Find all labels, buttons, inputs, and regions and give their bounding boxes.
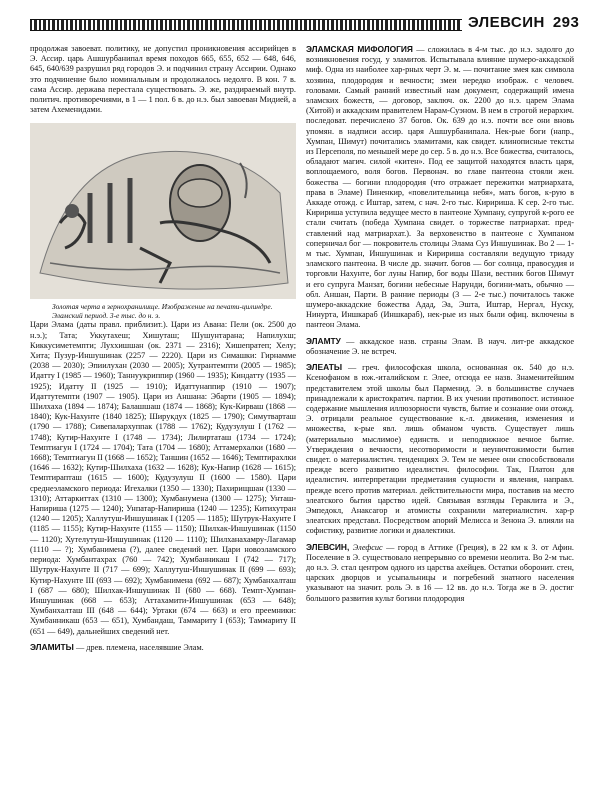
entry-elamtu-body: — аккадское назв. страны Элам. В науч. лит-ре аккадское обозначение Э. не встреч.: [306, 336, 574, 356]
page-header: [30, 14, 580, 36]
entry-elevsin: [306, 542, 574, 604]
headword-eleaty: ЭЛЕАТЫ: [306, 362, 343, 373]
headword-elamtu: ЭЛАМТУ: [306, 335, 341, 346]
headword-elamity: ЭЛАМИТЫ: [30, 641, 74, 652]
entry-elamskaya-mifologiya-body: — сложилась в 4-м тыс. до н.э. задолго до возникновения госуд. у эламитов. Испытывала влияние шумеро-аккадской миф. Одна из наиболее хар-рных черт Э. м. — почитание змея как символа хозяина, плодородия и вечности; змеи нередко изображ. с человеч. головами. Самый ранний известный нам документ, содержащий имена эламских божеств, — договор, заключ. ок. 2200 до н.э. царем Элама (Хитой) и аккадским правителем Нарам-Суэном. В нем в строгой иерархич. последоват. перечислено 37 богов. Ок. 639 до н.э. почти все они вновь упомян. в надписи ассир. царя Ашшурбанипала. Нек-рые боги (напр., Хумпан, Шимут) почитались эламитами, как свидет. клинописные тексты из Персеполя, по меньшей мере до сер. 5 в. до н.э. Все божества, считалось, обладают магич. силой «китен». Под ее защитой находятся власть царя, воплощаемого, воля богов. Первонач. во главе пантеона стояли жен. божества — богини плодородия (что отражает пережитки матриархата, права в Эламе) Пиненкир, «повелительница небя», мать богов, к-рую в Аккаде отожд. с Иштар, затем, с нач. 2-го тыс. Киририша. К сер. 2-го тыс. Киририша уступила ведущее место в пантеоне Хумпану, супругой к-рого ее стали считать (победа Хумпана свидет. о торжестве патриархат. представлений над матриархат.). За верховенство в пантеоне с Хумпаном соперничал бог — покровитель столицы Элама Суз Иншушинак. Во 2 — 1-м тыс. Хумпан, Иншушинак и Киририша составляли ведущую триаду эламского пантеона. В числе др. значит. богов — бог солнца, правосудия и торговли Нахунте, бог луны Напир, бог воды Шази, вестник богов Шимут и его супруга Манзат, богини небесные Нарунди, богини-мать, обычно — обл. Аншан, Парти. В ранние периоды (3 — 2-е тыс.) почиталось также шумеро-аккадские божества Адад, Эа, Эшта, Иштар, Нергал, Нуску, Нинурта, Иншкараб (Иншкараб), нек-рые из ных были офиц. включены в пантеон Элама.: [306, 45, 574, 330]
entry-elevsin-body: — город в Аттике (Греция), в 22 км к З. от Афин. Поселение в Э. существовало непрерывно со времени неолита. Во 2-м тыс. до н.э. Э. стал центром одного из царства ахейцев. Остатки оборонит. стен, царских дворцов и усыпальницы и погребений знатного населения указывают на значит. роль Э. в 16 — 12 вв. до н.э. Тогда же в Э. достиг большого развития культ богини плодородия: [306, 542, 574, 603]
entry-eleaty-body: — греч. философская школа, основанная ок. 540 до н.э. Ксенофаном в юж.-италийском г. Элее, отсюда ее назв. Знаменитейшим представителем этой школы был Парменид. Э. в большинстве случаев принадлежали к аристократич. партии. В их учении противопост. истинное содержание мышления иллюзорности чувств, бытие и сознание они отожд. Э. отрицали реальное существование к.-л. движения, изменения и множества, к-рые явл. лишь обманом чувств. Существует лишь (материально мыслимое) единств. и неподвижное вечное бытие. Утверждения о вечности, несотворимости и неуничтожимости бытия свидет. о материалистич. тенденциях Э. Тем не менее они способствовали прежде всего развитию идеалистич. философии. Так, Платон для идеалистич. интерпретации предметания сущности и явления, направл. прежде всего против материал. действительности мира, поставив на место элеатского бытия царство идей. Связывая взгляды Гераклита и Э., Эмпедокл, Анаксагор и атомисты сохранили материалистич. хар-р элеатских представл. Посредством апорий Мелисса и Зенона Э. влияли на софистику, развитие логики и диалектики.: [306, 363, 574, 536]
headword-elevsin: ЭЛЕВСИН,: [306, 541, 350, 552]
right-column: [306, 44, 574, 604]
headword-elamskaya-mifologiya: ЭЛАМСКАЯ МИФОЛОГИЯ: [306, 44, 413, 54]
entry-elamity-body: — древ. племена, населявшие Элам.: [73, 642, 204, 652]
elam-kings-list: Цари Элама (даты правл. приблизит.). Цари из Авана: Пели (ок. 2500 до н.э.); Тата; Уккутахеш; Хишуташ; Шушунтарана; Напилухш; Киккусиметемпти; Луххишшан (ок. 2371 — 2316); Хишепратеп; Хелу; Хита; Пузур-Иншушинак (2257 — 2220). Цари из Симашки: Гирнамме (2038 — 2030); Эпиилухан (2030 — 2005); Хутрантемпти (2005 — 1985); Идатту I (1985 — 1960); Таннуукриппир (1960 — 1935); Киндатту (1935 — 1925); Идатту II (1925 — 1910); Идаттунаппир (1910 — 1907); Идаттутемпти (1907 — 1905). Цари из Аншана: Эбарти (1905 — 1894); Шилхаха (1894 — 1874); Балашшаш (1874 — 1868); Кук-Кирваш (1868 — 1840); Кук-Нахунте (1840 1825); Ширукдух (1825 — 1790); Симутварташ (1790 — 1788); Сивепалархуппак (1788 — 1762); Кудузулуш I (1762 — 1748); Кутир-Нахунте I (1748 — 1734); Лилиртаташ (1734 — 1724); Темптиагун I (1724 — 1704); Тата (1704 — 1680); Аттамерхалки (1680 — 1668); Темптиагун II (1668 — 1652); Таншин (1652 — 1646); Темптирахлки (1646 — 1632); Кутир-Шилхаха (1632 — 1628); Кук-Напир (1628 — 1615); Темптирапташ (1615 — 1600); Кудузулуш II (1600 — 1580). Цари среднеэламского периода: Игехалки (1350 — 1330); Пахирищшан (1330 — 1310); Аттаркиттах (1310 — 1300); Хумбанумена (1300 — 1275); Унташ-Напириша (1275 — 1240); Унпатар-Напириша (1240 — 1235); Китихутран (1240 — 1205); Халлутуш-Иншушинак I (1205 — 1185); Шутрук-Нахунте I (1185 — 1155); Кутир-Нахунте (1155 — 1150); Шилхак-Иншушинак (1150 — 1120); Хутелутуш-Иншушинак (1120 — 1110); Шилханахамру-Лагамар (1110 — ?); Хумбанимена (?), далее сведений нет. Цари новоэламского периода: Хумбантахрах (760 — 742); Хумбанникаш I (742 — 717); Шутрук-Нахунте II (717 — 699); Халлутуш-Иншушинак II (699 — 693); Кутир-Нахунте III (693 — 692); Хумбанимена (692 — 687); Хумбанхалташ I (687 — 680); Шилхак-Иншушинак II (680 — 668). Темпт-Хумпан-Иншушинак (668 — 653); Аттахамити-Иншушинак (653 — 648); Хумбанхалташ III (648 — 644); Уртаки (674 — 663) и его преемники: Хумбанникаш (653 — 651), Хумбандаш, Таммариту I (653); Таммариту II (651 — 649), дальнейших сведений нет.: [30, 320, 296, 636]
running-head: [468, 14, 579, 31]
running-head-title: ЭЛЕВСИН: [468, 14, 545, 31]
headword-elevsin-variant: Элефсис: [349, 542, 383, 552]
page-number: 293: [552, 14, 580, 31]
entry-elamskaya-mifologiya: [306, 44, 574, 331]
left-column: [30, 44, 296, 653]
header-ornament: [30, 19, 462, 31]
entry-elamtu: [306, 336, 574, 357]
entry-elamity: [30, 642, 296, 653]
seal-impression-figure: [30, 123, 296, 299]
elam-history-continued: продолжая завоеват. политику, не допустил проникновения ассирийцев в Э. Ассир. царь Ашшурбанипал время походов 665, 655, 652 — 648, 646, 645, 640/639 разрушил ряд городов Э. и подчинил страну Ассирии. Однако это подчинение было номинальным и продолжалось недолго. В кон. 7 в. сама Ассир. держава перестала существовать. Э. же, раздираемый внутр. политич. противоречиями, в 1 — 1 пол. 6 в. до н.э. был завоеван Мидией, а затем Ахеменидами.: [30, 44, 296, 115]
seal-image-icon: [30, 123, 296, 299]
entry-eleaty: [306, 362, 574, 536]
figure-caption: Золотая черта в зернохранилище. Изображение на печати-цилиндре. Эламский период. 3-е тыс. до н. э.: [52, 302, 273, 321]
